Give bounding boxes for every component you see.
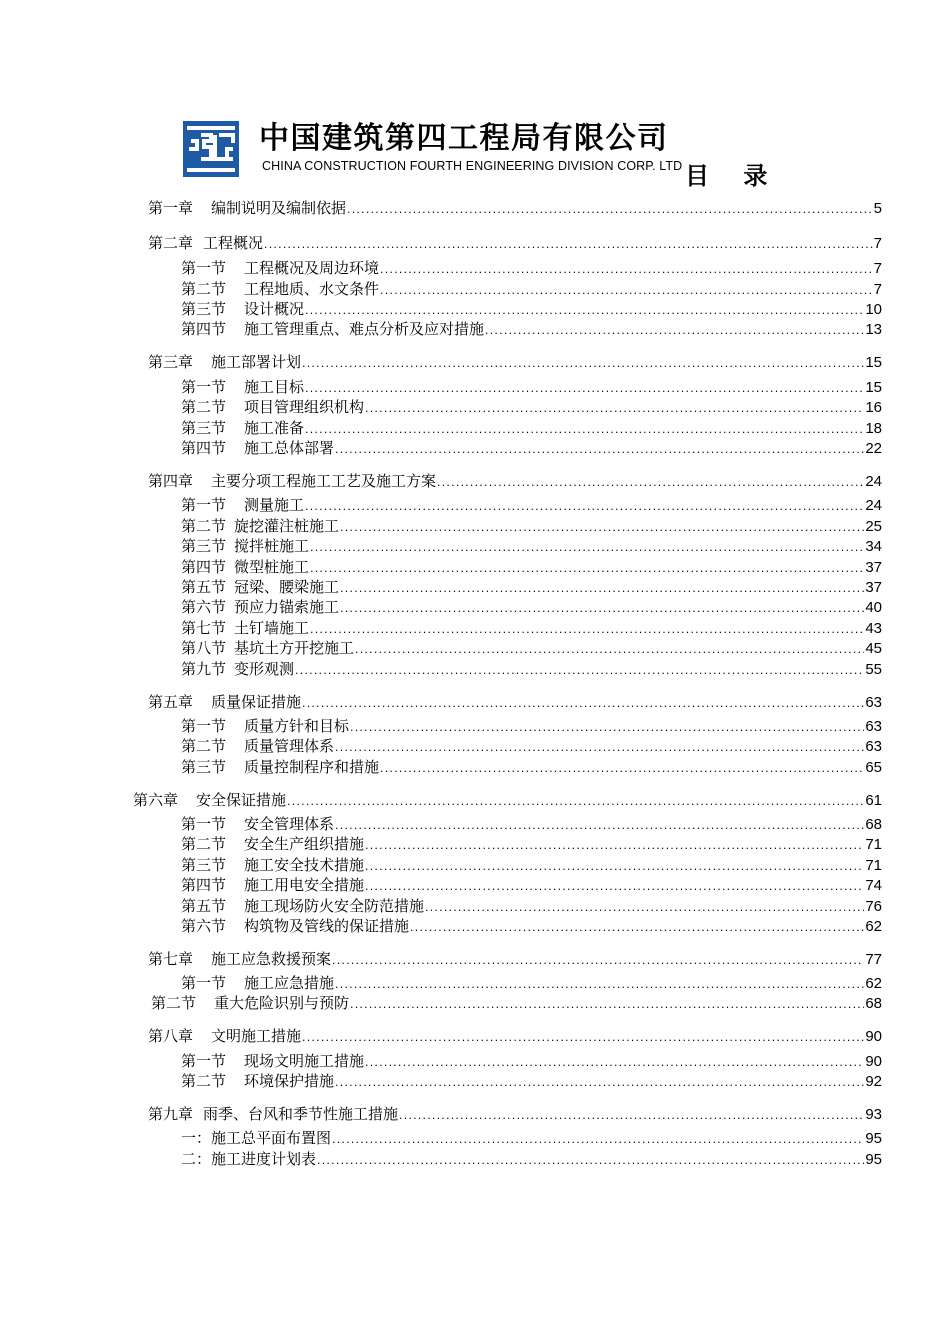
- toc-entry-title: [181, 659, 294, 679]
- toc-dot-leader: [340, 599, 864, 619]
- toc-entry-title: [148, 198, 346, 218]
- toc-entry-page: 95: [865, 1130, 882, 1147]
- toc-dot-leader: [380, 759, 864, 779]
- toc-entry-page: 95: [865, 1151, 882, 1168]
- toc-entry-text: 质量方针和目标: [244, 717, 350, 735]
- toc-entry-label: 第六节: [181, 917, 227, 935]
- toc-entry[interactable]: [148, 949, 882, 971]
- toc-entry[interactable]: [181, 577, 882, 599]
- toc-entry[interactable]: [181, 299, 882, 321]
- toc-entry[interactable]: [181, 659, 882, 681]
- toc-entry-label: 第二节: [181, 1072, 227, 1090]
- toc-dot-leader: [380, 260, 873, 280]
- toc-dot-leader: [355, 640, 864, 660]
- toc-entry-text: 安全保证措施: [196, 791, 287, 809]
- toc-entry-text: 施工准备: [244, 419, 305, 437]
- toc-entry[interactable]: [181, 418, 882, 440]
- toc-dot-leader: [485, 321, 864, 341]
- toc-dot-leader: [399, 1106, 864, 1126]
- toc-entry[interactable]: [181, 516, 882, 538]
- company-name-cn: 中国建筑第四工程局有限公司: [259, 121, 669, 156]
- toc-entry-label: 第四节: [181, 558, 227, 576]
- toc-entry-title: [181, 1149, 316, 1169]
- toc-entry-text: 测量施工: [244, 496, 305, 514]
- toc-entry[interactable]: [181, 638, 882, 660]
- toc-entry[interactable]: [181, 973, 882, 995]
- toc-entry-label: 第一节: [181, 1052, 227, 1070]
- toc-entry-title: [181, 377, 304, 397]
- toc-entry-label: 第三节: [181, 419, 227, 437]
- toc-entry-label: 第二节: [151, 994, 197, 1012]
- toc-dot-leader: [335, 816, 864, 836]
- toc-dot-leader: [347, 200, 873, 220]
- toc-entry-page: 34: [865, 538, 882, 555]
- toc-dot-leader: [410, 918, 864, 938]
- toc-title: 目 录: [685, 161, 768, 190]
- toc-entry-title: [148, 352, 301, 372]
- toc-dot-leader: [302, 694, 864, 714]
- toc-entry-text: 施工用电安全措施: [244, 876, 365, 894]
- toc-entry-page: 22: [865, 440, 882, 457]
- toc-entry-text: 质量保证措施: [211, 693, 302, 711]
- toc-entry-text: 冠梁、腰梁施工: [234, 578, 340, 596]
- toc-entry[interactable]: [181, 377, 882, 399]
- toc-entry-text: 施工总平面布置图: [211, 1129, 332, 1147]
- toc-entry-text: 现场文明施工措施: [244, 1052, 365, 1070]
- toc-entry-title: [181, 597, 339, 617]
- toc-dot-leader: [365, 857, 864, 877]
- toc-entry-label: 第六章: [133, 791, 179, 809]
- toc-dot-leader: [302, 354, 864, 374]
- toc-entry-label: 第三节: [181, 856, 227, 874]
- toc-entry-page: 40: [865, 599, 882, 616]
- toc-entry-label: 第一节: [181, 717, 227, 735]
- toc-entry-page: 7: [873, 281, 882, 298]
- toc-entry[interactable]: [181, 279, 882, 301]
- toc-dot-leader: [437, 473, 864, 493]
- toc-entry-text: 搅拌桩施工: [234, 537, 310, 555]
- toc-entry-text: 变形观测: [234, 660, 295, 678]
- toc-entry-text: 质量控制程序和措施: [244, 758, 380, 776]
- toc-dot-leader: [295, 661, 864, 681]
- toc-entry-page: 43: [865, 620, 882, 637]
- toc-dot-leader: [317, 1151, 864, 1171]
- toc-entry-label: 第一节: [181, 496, 227, 514]
- toc-entry-text: 重大危险识别与预防: [214, 994, 350, 1012]
- toc-entry-label: 第五节: [181, 897, 227, 915]
- toc-entry-text: 主要分项工程施工工艺及施工方案: [211, 472, 437, 490]
- toc-entry[interactable]: [181, 834, 882, 856]
- toc-entry[interactable]: [181, 258, 882, 280]
- toc-entry-page: 68: [865, 816, 882, 833]
- toc-entry-text: 预应力锚索施工: [234, 598, 340, 616]
- toc-entry-title: [181, 855, 364, 875]
- toc-dot-leader: [335, 1073, 864, 1093]
- toc-entry-page: 24: [865, 473, 882, 490]
- toc-entry[interactable]: [181, 1051, 882, 1073]
- toc-entry-label: 第二节: [181, 280, 227, 298]
- toc-entry-label: 第四章: [148, 472, 194, 490]
- toc-entry-label: 第一节: [181, 974, 227, 992]
- toc-entry-title: [148, 1026, 301, 1046]
- toc-dot-leader: [350, 718, 864, 738]
- toc-entry-page: 18: [865, 420, 882, 437]
- toc-entry-text: 项目管理组织机构: [244, 398, 365, 416]
- toc-entry[interactable]: [148, 692, 882, 714]
- toc-entry-page: 10: [865, 301, 882, 318]
- toc-entry-page: 90: [865, 1028, 882, 1045]
- toc-entry-page: 15: [865, 354, 882, 371]
- toc-entry-page: 62: [865, 918, 882, 935]
- toc-dot-leader: [305, 497, 864, 517]
- toc-dot-leader: [340, 579, 864, 599]
- toc-entry[interactable]: [181, 814, 882, 836]
- toc-entry-title: [133, 790, 286, 810]
- toc-entry-title: [181, 1071, 334, 1091]
- toc-entry-text: 施工管理重点、难点分析及应对措施: [244, 320, 485, 338]
- toc-entry-text: 设计概况: [244, 300, 305, 318]
- toc-dot-leader: [365, 836, 864, 856]
- toc-entry-title: [148, 233, 263, 253]
- toc-entry-title: [181, 258, 379, 278]
- toc-entry-text: 质量管理体系: [244, 737, 335, 755]
- toc-entry-title: [181, 638, 354, 658]
- toc-entry-label: 第八节: [181, 639, 227, 657]
- toc-entry-label: 第九章: [148, 1105, 194, 1123]
- toc-entry[interactable]: [181, 855, 882, 877]
- toc-entry-label: 第四节: [181, 320, 227, 338]
- toc-entry-page: 74: [865, 877, 882, 894]
- toc-dot-leader: [310, 620, 864, 640]
- toc-entry-title: [181, 1051, 364, 1071]
- toc-entry-label: 第七章: [148, 950, 194, 968]
- toc-entry-page: 45: [865, 640, 882, 657]
- toc-dot-leader: [332, 951, 864, 971]
- toc-entry-page: 15: [865, 379, 882, 396]
- toc-entry-text: 环境保护措施: [244, 1072, 335, 1090]
- toc-dot-leader: [305, 420, 864, 440]
- toc-entry[interactable]: [148, 1026, 882, 1048]
- toc-entry-label: 第一章: [148, 199, 194, 217]
- toc-dot-leader: [365, 1053, 864, 1073]
- toc-entry-label: 第四节: [181, 439, 227, 457]
- toc-entry[interactable]: [181, 1071, 882, 1093]
- toc-entry-text: 施工应急措施: [244, 974, 335, 992]
- toc-entry-title: [181, 495, 304, 515]
- toc-entry-page: 24: [865, 497, 882, 514]
- toc-entry[interactable]: [181, 716, 882, 738]
- toc-entry-label: 第一节: [181, 378, 227, 396]
- toc-entry[interactable]: [181, 757, 882, 779]
- toc-entry[interactable]: [148, 198, 882, 220]
- toc-dot-leader: [264, 235, 873, 255]
- toc-dot-leader: [305, 301, 864, 321]
- toc-dot-leader: [310, 559, 864, 579]
- toc-entry[interactable]: [181, 597, 882, 619]
- toc-entry-label: 第二节: [181, 737, 227, 755]
- toc-entry-label: 第七节: [181, 619, 227, 637]
- toc-entry-title: [181, 916, 409, 936]
- toc-entry-title: [181, 319, 484, 339]
- toc-entry[interactable]: [151, 993, 882, 1015]
- toc-entry-text: 施工现场防火安全防范措施: [244, 897, 425, 915]
- toc-dot-leader: [335, 738, 864, 758]
- toc-entry-title: [181, 814, 334, 834]
- toc-entry[interactable]: [148, 233, 882, 255]
- toc-entry-title: [181, 875, 364, 895]
- toc-entry[interactable]: [181, 438, 882, 460]
- toc-entry-text: 施工部署计划: [211, 353, 302, 371]
- toc-entry-text: 构筑物及管线的保证措施: [244, 917, 410, 935]
- toc-entry-title: [181, 279, 379, 299]
- toc-entry-title: [181, 618, 309, 638]
- toc-entry-text: 安全管理体系: [244, 815, 335, 833]
- toc-entry-title: [181, 834, 364, 854]
- toc-entry-title: [181, 1128, 331, 1148]
- toc-entry-title: [148, 1104, 398, 1124]
- toc-entry[interactable]: [133, 790, 882, 812]
- toc-dot-leader: [302, 1028, 864, 1048]
- toc-entry-page: 77: [865, 951, 882, 968]
- toc-entry-page: 7: [873, 235, 882, 252]
- toc-dot-leader: [365, 399, 864, 419]
- company-name-en: CHINA CONSTRUCTION FOURTH ENGINEERING DIVISION CORP. LTD: [262, 159, 683, 173]
- toc-entry-page: 71: [865, 857, 882, 874]
- cscec-logo-icon: [183, 121, 239, 177]
- toc-entry-text: 安全生产组织措施: [244, 835, 365, 853]
- toc-entry-title: [181, 577, 339, 597]
- toc-entry-label: 一：: [181, 1129, 212, 1147]
- toc-entry-label: 第三节: [181, 300, 227, 318]
- toc-entry-page: 76: [865, 898, 882, 915]
- toc-dot-leader: [287, 792, 864, 812]
- toc-entry-text: 旋挖灌注桩施工: [234, 517, 340, 535]
- toc-entry-page: 68: [865, 995, 882, 1012]
- toc-entry-page: 61: [865, 792, 882, 809]
- toc-entry-label: 第四节: [181, 876, 227, 894]
- toc-entry-page: 25: [865, 518, 882, 535]
- toc-entry[interactable]: [181, 397, 882, 419]
- toc-entry-label: 第三章: [148, 353, 194, 371]
- toc-entry-text: 施工目标: [244, 378, 305, 396]
- toc-entry-label: 第二章: [148, 234, 194, 252]
- toc-entry-page: 55: [865, 661, 882, 678]
- toc-entry-page: 63: [865, 694, 882, 711]
- toc-entry[interactable]: [148, 1104, 882, 1126]
- toc-entry[interactable]: [148, 471, 882, 493]
- toc-entry-title: [181, 536, 309, 556]
- toc-entry-title: [148, 471, 436, 491]
- toc-entry[interactable]: [181, 736, 882, 758]
- toc-entry-title: [148, 949, 331, 969]
- toc-entry-label: 第一节: [181, 259, 227, 277]
- toc-entry-text: 施工安全技术措施: [244, 856, 365, 874]
- toc-dot-leader: [350, 995, 864, 1015]
- toc-entry-page: 5: [873, 200, 882, 217]
- toc-entry-page: 63: [865, 718, 882, 735]
- toc-entry-page: 7: [873, 260, 882, 277]
- toc-entry-page: 65: [865, 759, 882, 776]
- toc-entry[interactable]: [181, 896, 882, 918]
- toc-entry-page: 93: [865, 1106, 882, 1123]
- toc-entry-title: [181, 397, 364, 417]
- toc-entry-label: 第二节: [181, 517, 227, 535]
- toc-entry-title: [181, 896, 424, 916]
- toc-dot-leader: [365, 877, 864, 897]
- toc-entry-title: [151, 993, 349, 1013]
- toc-entry-title: [181, 438, 334, 458]
- toc-entry-title: [181, 516, 339, 536]
- toc-entry-title: [181, 736, 334, 756]
- company-logo: [183, 121, 239, 177]
- toc-entry-label: 第三节: [181, 758, 227, 776]
- toc-entry-page: 63: [865, 738, 882, 755]
- toc-dot-leader: [305, 379, 864, 399]
- toc-entry-text: 工程概况: [203, 234, 264, 252]
- toc-entry-label: 第五章: [148, 693, 194, 711]
- toc-entry[interactable]: [181, 618, 882, 640]
- toc-dot-leader: [335, 975, 864, 995]
- toc-entry-page: 37: [865, 579, 882, 596]
- toc-dot-leader: [380, 281, 873, 301]
- toc-entry-label: 第六节: [181, 598, 227, 616]
- toc-entry-label: 第二节: [181, 835, 227, 853]
- toc-entry[interactable]: [181, 319, 882, 341]
- toc-entry-text: 基坑土方开挖施工: [234, 639, 355, 657]
- toc-entry-text: 微型桩施工: [234, 558, 310, 576]
- toc-entry-text: 工程地质、水文条件: [244, 280, 380, 298]
- toc-entry[interactable]: [181, 1128, 882, 1150]
- toc-dot-leader: [340, 518, 864, 538]
- toc-entry-title: [181, 418, 304, 438]
- toc-entry-page: 16: [865, 399, 882, 416]
- toc-entry-title: [148, 692, 301, 712]
- toc-entry-label: 二：: [181, 1150, 212, 1168]
- toc-entry-title: [181, 973, 334, 993]
- toc-entry-label: 第三节: [181, 537, 227, 555]
- toc-entry[interactable]: [181, 557, 882, 579]
- toc-entry-text: 土钉墙施工: [234, 619, 310, 637]
- toc-entry-text: 工程概况及周边环境: [244, 259, 380, 277]
- toc-entry-label: 第二节: [181, 398, 227, 416]
- toc-entry-title: [181, 757, 379, 777]
- toc-entry[interactable]: [148, 352, 882, 374]
- toc-entry[interactable]: [181, 536, 882, 558]
- toc-entry[interactable]: [181, 495, 882, 517]
- toc-entry-text: 施工应急救援预案: [211, 950, 332, 968]
- toc-entry-label: 第一节: [181, 815, 227, 833]
- toc-dot-leader: [335, 440, 864, 460]
- toc-entry-page: 37: [865, 559, 882, 576]
- toc-entry-title: [181, 557, 309, 577]
- toc-dot-leader: [425, 898, 864, 918]
- toc-entry[interactable]: [181, 1149, 882, 1171]
- toc-entry-label: 第八章: [148, 1027, 194, 1045]
- toc-entry-page: 62: [865, 975, 882, 992]
- toc-entry-label: 第九节: [181, 660, 227, 678]
- toc-entry-page: 71: [865, 836, 882, 853]
- toc-entry[interactable]: [181, 875, 882, 897]
- toc-entry-text: 施工总体部署: [244, 439, 335, 457]
- toc-entry[interactable]: [181, 916, 882, 938]
- toc-entry-text: 编制说明及编制依据: [211, 199, 347, 217]
- toc-entry-page: 90: [865, 1053, 882, 1070]
- toc-entry-text: 雨季、台风和季节性施工措施: [203, 1105, 399, 1123]
- toc-entry-text: 施工进度计划表: [211, 1150, 317, 1168]
- toc-entry-page: 13: [865, 321, 882, 338]
- toc-dot-leader: [332, 1130, 864, 1150]
- toc-entry-title: [181, 716, 349, 736]
- toc-entry-page: 92: [865, 1073, 882, 1090]
- toc-entry-title: [181, 299, 304, 319]
- toc-entry-text: 文明施工措施: [211, 1027, 302, 1045]
- toc-dot-leader: [310, 538, 864, 558]
- toc-entry-label: 第五节: [181, 578, 227, 596]
